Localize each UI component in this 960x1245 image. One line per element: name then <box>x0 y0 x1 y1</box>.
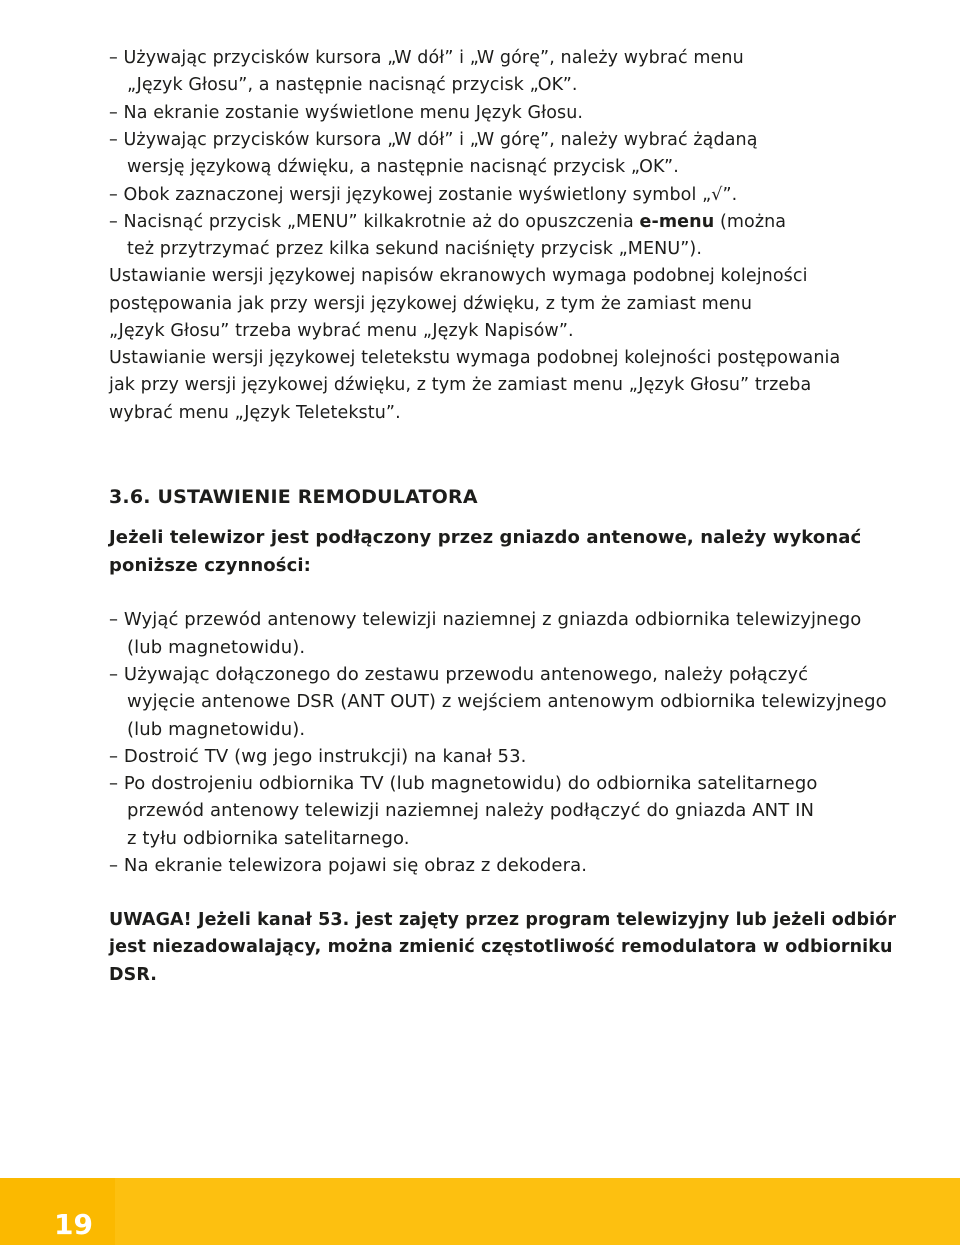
intro-line-7-start: – Nacisnąć przycisk „MENU” kilkakrotnie aż do opuszczenia <box>109 212 640 232</box>
e-menu-label: e-menu <box>639 212 715 232</box>
warning-line-3: DSR. <box>109 965 157 985</box>
step-line-5: (lub magnetowidu). <box>127 719 306 740</box>
intro-line-13: jak przy wersji językowej dźwięku, z tym że zamiast menu „Język Głosu” trzeba <box>109 375 812 395</box>
lead-line-1: Jeżeli telewizor jest podłączony przez gniazdo antenowe, należy wykonać <box>109 527 862 548</box>
intro-line-8: też przytrzymać przez kilka sekund naciśnięty przycisk „MENU”). <box>127 239 703 259</box>
intro-line-9: Ustawianie wersji językowej napisów ekranowych wymaga podobnej kolejności <box>109 266 808 286</box>
step-line-10: – Na ekranie telewizora pojawi się obraz z dekodera. <box>109 855 588 876</box>
intro-line-6: – Obok zaznaczonej wersji językowej zostanie wyświetlony symbol „√”. <box>109 185 738 205</box>
step-line-8: przewód antenowy telewizji naziemnej należy podłączyć do gniazda ANT IN <box>127 800 815 821</box>
step-line-9: z tyłu odbiornika satelitarnego. <box>127 828 410 849</box>
intro-line-10: postępowania jak przy wersji językowej dźwięku, z tym że zamiast menu <box>109 294 753 314</box>
step-line-3: – Używając dołączonego do zestawu przewodu antenowego, należy połączyć <box>109 664 809 685</box>
intro-line-4: – Używając przycisków kursora „W dół” i „W górę”, należy wybrać żądaną <box>109 130 758 150</box>
intro-line-7 <box>109 209 786 235</box>
warning-line-2: jest niezadowalający, można zmienić częstotliwość remodulatora w odbiorniku <box>109 937 893 957</box>
intro-line-7-end: (można <box>714 212 787 232</box>
step-line-4: wyjęcie antenowe DSR (ANT OUT) z wejściem antenowym odbiornika telewizyjnego <box>127 691 887 712</box>
intro-line-14: wybrać menu „Język Teletekstu”. <box>109 403 401 423</box>
section-heading: 3.6. USTAWIENIE REMODULATORA <box>109 486 478 508</box>
lead-line-2: poniższe czynności: <box>109 555 311 576</box>
footer-band <box>0 1178 960 1245</box>
step-line-1: – Wyjąć przewód antenowy telewizji naziemnej z gniazda odbiornika telewizyjnego <box>109 609 862 630</box>
intro-line-1: – Używając przycisków kursora „W dół” i „W górę”, należy wybrać menu <box>109 48 744 68</box>
warning-line-1: UWAGA! Jeżeli kanał 53. jest zajęty przez program telewizyjny lub jeżeli odbiór <box>109 910 897 930</box>
step-line-2: (lub magnetowidu). <box>127 637 306 658</box>
step-line-6: – Dostroić TV (wg jego instrukcji) na kanał 53. <box>109 746 527 767</box>
intro-line-12: Ustawianie wersji językowej teletekstu wymaga podobnej kolejności postępowania <box>109 348 841 368</box>
page-number: 19 <box>54 1208 93 1241</box>
intro-line-3: – Na ekranie zostanie wyświetlone menu Język Głosu. <box>109 103 584 123</box>
step-line-7: – Po dostrojeniu odbiornika TV (lub magnetowidu) do odbiornika satelitarnego <box>109 773 818 794</box>
intro-line-2: „Język Głosu”, a następnie nacisnąć przycisk „OK”. <box>127 75 578 95</box>
intro-line-5: wersję językową dźwięku, a następnie nacisnąć przycisk „OK”. <box>127 157 679 177</box>
intro-line-11: „Język Głosu” trzeba wybrać menu „Język Napisów”. <box>109 321 574 341</box>
